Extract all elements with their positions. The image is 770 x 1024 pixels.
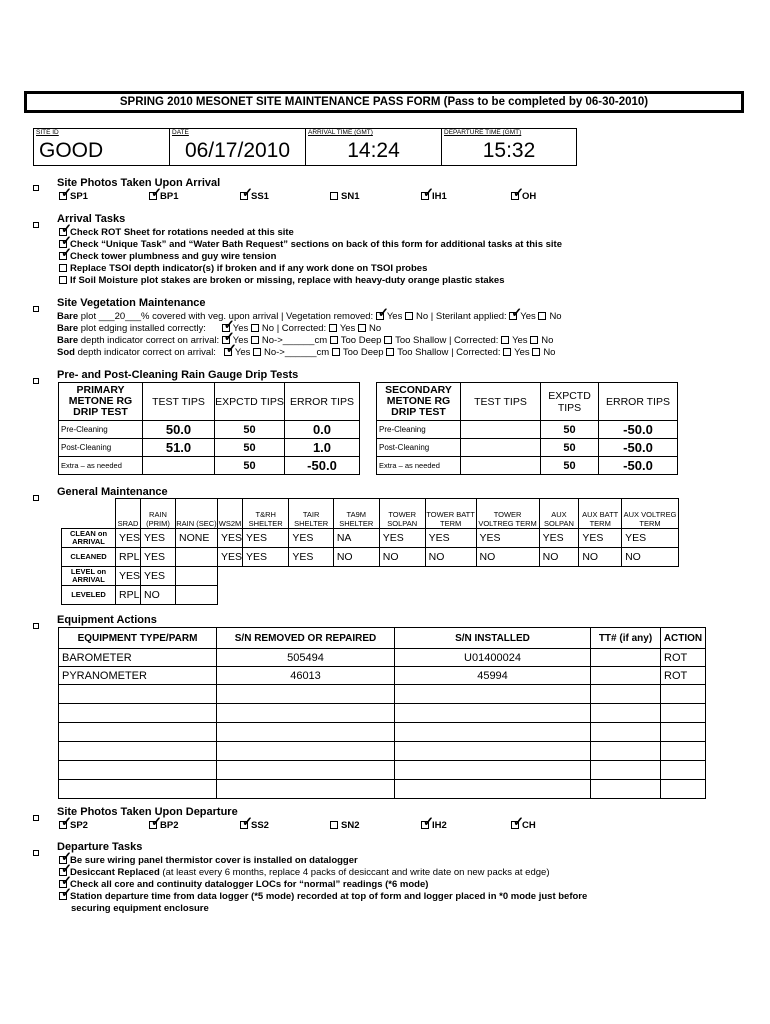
checkbox-icon[interactable] <box>538 312 546 320</box>
secondary-cell: 50 <box>541 457 599 475</box>
equipment-cell[interactable] <box>395 780 591 799</box>
checkbox-icon[interactable] <box>511 821 519 829</box>
secondary-cell[interactable] <box>461 421 541 439</box>
gm-column-header: TOWER BATT TERM <box>425 499 476 529</box>
equipment-cell[interactable] <box>661 723 706 742</box>
gm-cell[interactable]: NO <box>333 548 379 567</box>
photo-oh[interactable]: ✓ OH <box>511 191 536 202</box>
secondary-header: ERROR TIPS <box>599 383 678 421</box>
equipment-column-header: EQUIPMENT TYPE/PARM <box>59 628 217 649</box>
equipment-title: Equipment Actions <box>57 614 157 626</box>
checkbox-icon[interactable] <box>330 336 338 344</box>
gm-row-label: CLEAN on ARRIVAL <box>62 529 116 548</box>
gm-column-header: RAIN (SEC) <box>175 499 217 529</box>
gm-cell[interactable]: YES <box>141 529 176 548</box>
bullet-icon <box>33 488 39 506</box>
gm-cell[interactable]: NO <box>539 548 579 567</box>
primary-drip-table <box>58 382 360 475</box>
bullet-icon <box>33 371 39 389</box>
secondary-cell[interactable] <box>461 457 541 475</box>
equipment-cell[interactable]: 45994 <box>395 667 591 685</box>
arrival-tasks-title: Arrival Tasks <box>57 213 126 225</box>
departure-task-continuation: securing equipment enclosure <box>71 903 209 914</box>
equipment-cell[interactable] <box>591 742 661 761</box>
equipment-cell[interactable]: U01400024 <box>395 649 591 667</box>
departure-time-value: 15:32 <box>482 139 536 162</box>
checkbox-icon[interactable] <box>253 348 261 356</box>
departure-task[interactable]: ✓Be sure wiring panel thermistor cover is installed on datalogger <box>59 855 358 866</box>
checkbox-icon[interactable] <box>149 192 157 200</box>
secondary-cell[interactable] <box>461 439 541 457</box>
gm-row-label: CLEANED <box>62 548 116 567</box>
bullet-icon <box>33 808 39 826</box>
primary-cell: -50.0 <box>285 457 360 475</box>
vegetation-title: Site Vegetation Maintenance <box>57 297 206 309</box>
gm-column-header: TAIR SHELTER <box>289 499 333 529</box>
checkbox-icon[interactable] <box>332 348 340 356</box>
arrival-task[interactable]: ✓Check ROT Sheet for rotations needed at this site <box>59 227 294 238</box>
checkbox-icon[interactable] <box>240 821 248 829</box>
checkbox-icon[interactable] <box>59 892 67 900</box>
checkbox-icon[interactable] <box>224 348 232 356</box>
checkbox-icon[interactable] <box>376 312 384 320</box>
photo-sn2[interactable]: SN2 <box>330 820 359 831</box>
secondary-row-label: Pre-Cleaning <box>377 421 461 439</box>
equipment-cell[interactable] <box>591 723 661 742</box>
general-maintenance-title: General Maintenance <box>57 486 168 498</box>
gm-row-label: LEVEL on ARRIVAL <box>62 567 116 586</box>
bullet-icon <box>33 299 39 317</box>
primary-cell[interactable] <box>143 457 215 475</box>
secondary-cell: -50.0 <box>599 421 678 439</box>
equipment-cell[interactable] <box>59 704 217 723</box>
gm-row-label: LEVELED <box>62 586 116 605</box>
departure-time-cell[interactable] <box>442 129 576 165</box>
rain-gauge-title: Pre- and Post-Cleaning Rain Gauge Drip Tests <box>57 369 299 381</box>
arrival-task[interactable]: ✓Check “Unique Task” and “Water Bath Request” sections on back of this form for additional tasks at this site <box>59 239 562 250</box>
arrival-task[interactable]: Replace TSOI depth indicator(s) if broken and if any work done on TSOI probes <box>59 263 427 274</box>
checkbox-icon[interactable] <box>149 821 157 829</box>
gm-empty <box>217 586 678 605</box>
equipment-cell[interactable] <box>59 723 217 742</box>
primary-cell[interactable]: 50.0 <box>143 421 215 439</box>
equipment-cell[interactable]: PYRANOMETER <box>59 667 217 685</box>
checkbox-icon[interactable] <box>251 336 259 344</box>
gm-cell[interactable]: YES <box>579 529 622 548</box>
equipment-cell[interactable] <box>661 742 706 761</box>
bullet-icon <box>33 843 39 861</box>
gm-column-header: TA9M SHELTER <box>333 499 379 529</box>
gm-cell[interactable]: NA <box>333 529 379 548</box>
primary-header: PRIMARY METONE RG DRIP TEST <box>59 383 143 421</box>
gm-corner <box>62 499 116 529</box>
primary-cell: 1.0 <box>285 439 360 457</box>
equipment-cell[interactable] <box>217 704 395 723</box>
secondary-header: EXPCTD TIPS <box>541 383 599 421</box>
checkbox-icon[interactable] <box>240 192 248 200</box>
checkbox-icon[interactable] <box>503 348 511 356</box>
equipment-cell[interactable] <box>395 704 591 723</box>
photo-ch[interactable]: ✓ CH <box>511 820 536 831</box>
equipment-cell[interactable]: ROT <box>661 667 706 685</box>
equipment-cell[interactable]: ROT <box>661 649 706 667</box>
gm-cell[interactable]: YES <box>141 548 176 567</box>
gm-cell[interactable]: YES <box>289 529 333 548</box>
departure-task[interactable]: ✓Desiccant Replaced (at least every 6 months, replace 4 packs of desiccant and write date on new packs at edge) <box>59 867 549 878</box>
photo-ss2[interactable]: ✓ SS2 <box>240 820 269 831</box>
primary-row-label: Pre-Cleaning <box>59 421 143 439</box>
gm-cell[interactable]: YES <box>425 529 476 548</box>
gm-cell[interactable]: NO <box>622 548 679 567</box>
equipment-cell[interactable] <box>395 761 591 780</box>
secondary-drip-table <box>376 382 678 475</box>
gm-cell[interactable]: YES <box>243 548 289 567</box>
vegetation-line-2: Bare plot edging installed correctly: ✓ Yes No | Corrected: Yes No <box>57 323 381 334</box>
header-fields <box>33 128 577 166</box>
gm-cell[interactable]: YES <box>379 529 425 548</box>
photo-bp2[interactable]: ✓ BP2 <box>149 820 178 831</box>
primary-header: EXPCTD TIPS <box>215 383 285 421</box>
vegetation-line-3: Bare depth indicator correct on arrival: ✓ Yes No->______cm Too Deep Too Shallow | Corrected: Yes No <box>57 335 553 346</box>
equipment-cell[interactable] <box>217 685 395 704</box>
general-maintenance-table <box>61 498 679 605</box>
bullet-icon <box>33 616 39 634</box>
secondary-header: SECONDARY METONE RG DRIP TEST <box>377 383 461 421</box>
departure-tasks-title: Departure Tasks <box>57 841 143 853</box>
checkbox-icon[interactable] <box>59 264 67 272</box>
secondary-cell: 50 <box>541 439 599 457</box>
gm-cell[interactable]: NO <box>425 548 476 567</box>
checkbox-icon[interactable] <box>501 336 509 344</box>
checkbox-icon[interactable] <box>329 324 337 332</box>
checkbox-icon[interactable] <box>421 192 429 200</box>
secondary-header: TEST TIPS <box>461 383 541 421</box>
equipment-cell[interactable] <box>217 761 395 780</box>
equipment-cell[interactable] <box>661 685 706 704</box>
primary-cell[interactable]: 51.0 <box>143 439 215 457</box>
primary-cell: 50 <box>215 439 285 457</box>
equipment-cell[interactable] <box>217 742 395 761</box>
equipment-cell[interactable] <box>395 742 591 761</box>
checkbox-icon[interactable] <box>59 276 67 284</box>
gm-column-header: SRAD <box>116 499 141 529</box>
photo-ih2[interactable]: ✓ IH2 <box>421 820 447 831</box>
secondary-cell: -50.0 <box>599 457 678 475</box>
gm-cell[interactable] <box>175 567 217 586</box>
checkbox-icon[interactable] <box>358 324 366 332</box>
vegetation-line-1: Bare plot ___20___% covered with veg. upon arrival | Vegetation removed: ✓ Yes No | Sterilant applied: ✓ Yes No <box>57 311 562 322</box>
equipment-column-header: TT# (if any) <box>591 628 661 649</box>
gm-column-header: AUX VOLTREG TERM <box>622 499 679 529</box>
checkbox-icon[interactable] <box>251 324 259 332</box>
primary-cell: 50 <box>215 421 285 439</box>
equipment-cell[interactable] <box>661 761 706 780</box>
checkbox-icon[interactable] <box>386 348 394 356</box>
form-title: SPRING 2010 MESONET SITE MAINTENANCE PASS FORM (Pass to be completed by 06-30-2010) <box>24 91 744 113</box>
gm-cell[interactable] <box>175 586 217 605</box>
gm-empty <box>217 567 678 586</box>
equipment-cell[interactable] <box>591 704 661 723</box>
vegetation-line-4: Sod depth indicator correct on arrival: ✓ Yes No->______cm Too Deep Too Shallow | Corrected: Yes No <box>57 347 555 358</box>
equipment-cell[interactable] <box>591 780 661 799</box>
site-id-cell[interactable] <box>34 129 170 165</box>
date-cell[interactable] <box>170 129 306 165</box>
checkbox-icon[interactable] <box>384 336 392 344</box>
checkbox-icon[interactable] <box>511 192 519 200</box>
gm-cell[interactable]: NO <box>379 548 425 567</box>
equipment-cell[interactable]: BAROMETER <box>59 649 217 667</box>
secondary-cell: -50.0 <box>599 439 678 457</box>
equipment-cell[interactable] <box>217 780 395 799</box>
checkbox-icon[interactable] <box>59 252 67 260</box>
gm-cell[interactable]: YES <box>243 529 289 548</box>
gm-cell[interactable]: NONE <box>175 529 217 548</box>
gm-column-header: AUX BATT TERM <box>579 499 622 529</box>
photo-sp1[interactable]: ✓SP1 <box>59 191 88 202</box>
gm-cell[interactable]: YES <box>141 567 176 586</box>
equipment-cell[interactable]: 505494 <box>217 649 395 667</box>
equipment-cell[interactable] <box>591 649 661 667</box>
equipment-cell[interactable] <box>661 704 706 723</box>
equipment-cell[interactable] <box>395 685 591 704</box>
photos-departure-title: Site Photos Taken Upon Departure <box>57 806 238 818</box>
gm-column-header: WS2M <box>217 499 242 529</box>
checkbox-icon[interactable] <box>530 336 538 344</box>
gm-cell[interactable]: YES <box>289 548 333 567</box>
equipment-cell[interactable] <box>591 685 661 704</box>
gm-column-header: TOWER SOLPAN <box>379 499 425 529</box>
arrival-time-value: 14:24 <box>347 139 400 162</box>
photo-ih1[interactable]: ✓ IH1 <box>421 191 447 202</box>
equipment-cell[interactable] <box>59 780 217 799</box>
checkbox-icon[interactable] <box>59 821 67 829</box>
gm-cell[interactable]: YES <box>116 567 141 586</box>
gm-column-header: RAIN (PRIM) <box>141 499 176 529</box>
equipment-cell[interactable] <box>59 761 217 780</box>
arrival-task[interactable]: ✓Check tower plumbness and guy wire tension <box>59 251 276 262</box>
equipment-column-header: ACTION <box>661 628 706 649</box>
gm-column-header: T&RH SHELTER <box>243 499 289 529</box>
equipment-cell[interactable] <box>591 761 661 780</box>
gm-cell[interactable] <box>175 548 217 567</box>
equipment-column-header: S/N REMOVED OR REPAIRED <box>217 628 395 649</box>
primary-cell: 50 <box>215 457 285 475</box>
gm-cell[interactable]: YES <box>476 529 539 548</box>
primary-header: ERROR TIPS <box>285 383 360 421</box>
primary-row-label: Extra – as needed <box>59 457 143 475</box>
equipment-cell[interactable] <box>661 780 706 799</box>
site-id-label: SITE ID <box>36 129 59 136</box>
gm-cell[interactable]: NO <box>141 586 176 605</box>
departure-time-label: DEPARTURE TIME (GMT) <box>444 129 522 136</box>
equipment-cell[interactable]: 46013 <box>217 667 395 685</box>
checkbox-icon[interactable] <box>421 821 429 829</box>
gm-cell[interactable]: NO <box>476 548 539 567</box>
secondary-row-label: Post-Cleaning <box>377 439 461 457</box>
equipment-cell[interactable] <box>217 723 395 742</box>
checkbox-icon[interactable] <box>59 192 67 200</box>
departure-task[interactable]: ✓Station departure time from data logger (*5 mode) recorded at top of form and logger placed in *0 mode just before <box>59 891 587 902</box>
date-label: DATE <box>172 129 189 136</box>
equipment-cell[interactable] <box>591 667 661 685</box>
checkbox-icon[interactable] <box>532 348 540 356</box>
checkbox-icon[interactable] <box>330 821 338 829</box>
gm-column-header: AUX SOLPAN <box>539 499 579 529</box>
checkbox-icon[interactable] <box>509 312 517 320</box>
bullet-icon <box>33 215 39 233</box>
gm-cell[interactable]: YES <box>539 529 579 548</box>
gm-cell[interactable]: YES <box>217 548 242 567</box>
arrival-time-cell[interactable] <box>306 129 442 165</box>
departure-task[interactable]: ✓Check all core and continuity datalogger LOCs for “normal” readings (*6 mode) <box>59 879 428 890</box>
equipment-cell[interactable] <box>59 742 217 761</box>
gm-cell[interactable]: NO <box>579 548 622 567</box>
secondary-cell: 50 <box>541 421 599 439</box>
primary-row-label: Post-Cleaning <box>59 439 143 457</box>
equipment-table <box>58 627 706 799</box>
gm-cell[interactable]: YES <box>116 529 141 548</box>
gm-cell[interactable]: RPL <box>116 548 141 567</box>
date-value: 06/17/2010 <box>184 139 291 162</box>
photo-bp1[interactable]: ✓ BP1 <box>149 191 178 202</box>
primary-cell: 0.0 <box>285 421 360 439</box>
gm-cell[interactable]: YES <box>217 529 242 548</box>
secondary-row-label: Extra – as needed <box>377 457 461 475</box>
site-id-value: GOOD <box>39 139 104 162</box>
equipment-cell[interactable] <box>59 685 217 704</box>
arrival-time-label: ARRIVAL TIME (GMT) <box>308 129 373 136</box>
checkbox-icon[interactable] <box>330 192 338 200</box>
arrival-task[interactable]: If Soil Moisture plot stakes are broken or missing, replace with heavy-duty orange plastic stakes <box>59 275 505 286</box>
photo-sn1[interactable]: SN1 <box>330 191 359 202</box>
bullet-icon <box>33 178 39 196</box>
photos-arrival-title: Site Photos Taken Upon Arrival <box>57 177 221 189</box>
gm-cell[interactable]: RPL <box>116 586 141 605</box>
photo-sp2[interactable]: ✓SP2 <box>59 820 88 831</box>
checkbox-icon[interactable] <box>405 312 413 320</box>
equipment-cell[interactable] <box>395 723 591 742</box>
gm-column-header: TOWER VOLTREG TERM <box>476 499 539 529</box>
primary-header: TEST TIPS <box>143 383 215 421</box>
gm-cell[interactable]: YES <box>622 529 679 548</box>
equipment-column-header: S/N INSTALLED <box>395 628 591 649</box>
photo-ss1[interactable]: ✓ SS1 <box>240 191 269 202</box>
